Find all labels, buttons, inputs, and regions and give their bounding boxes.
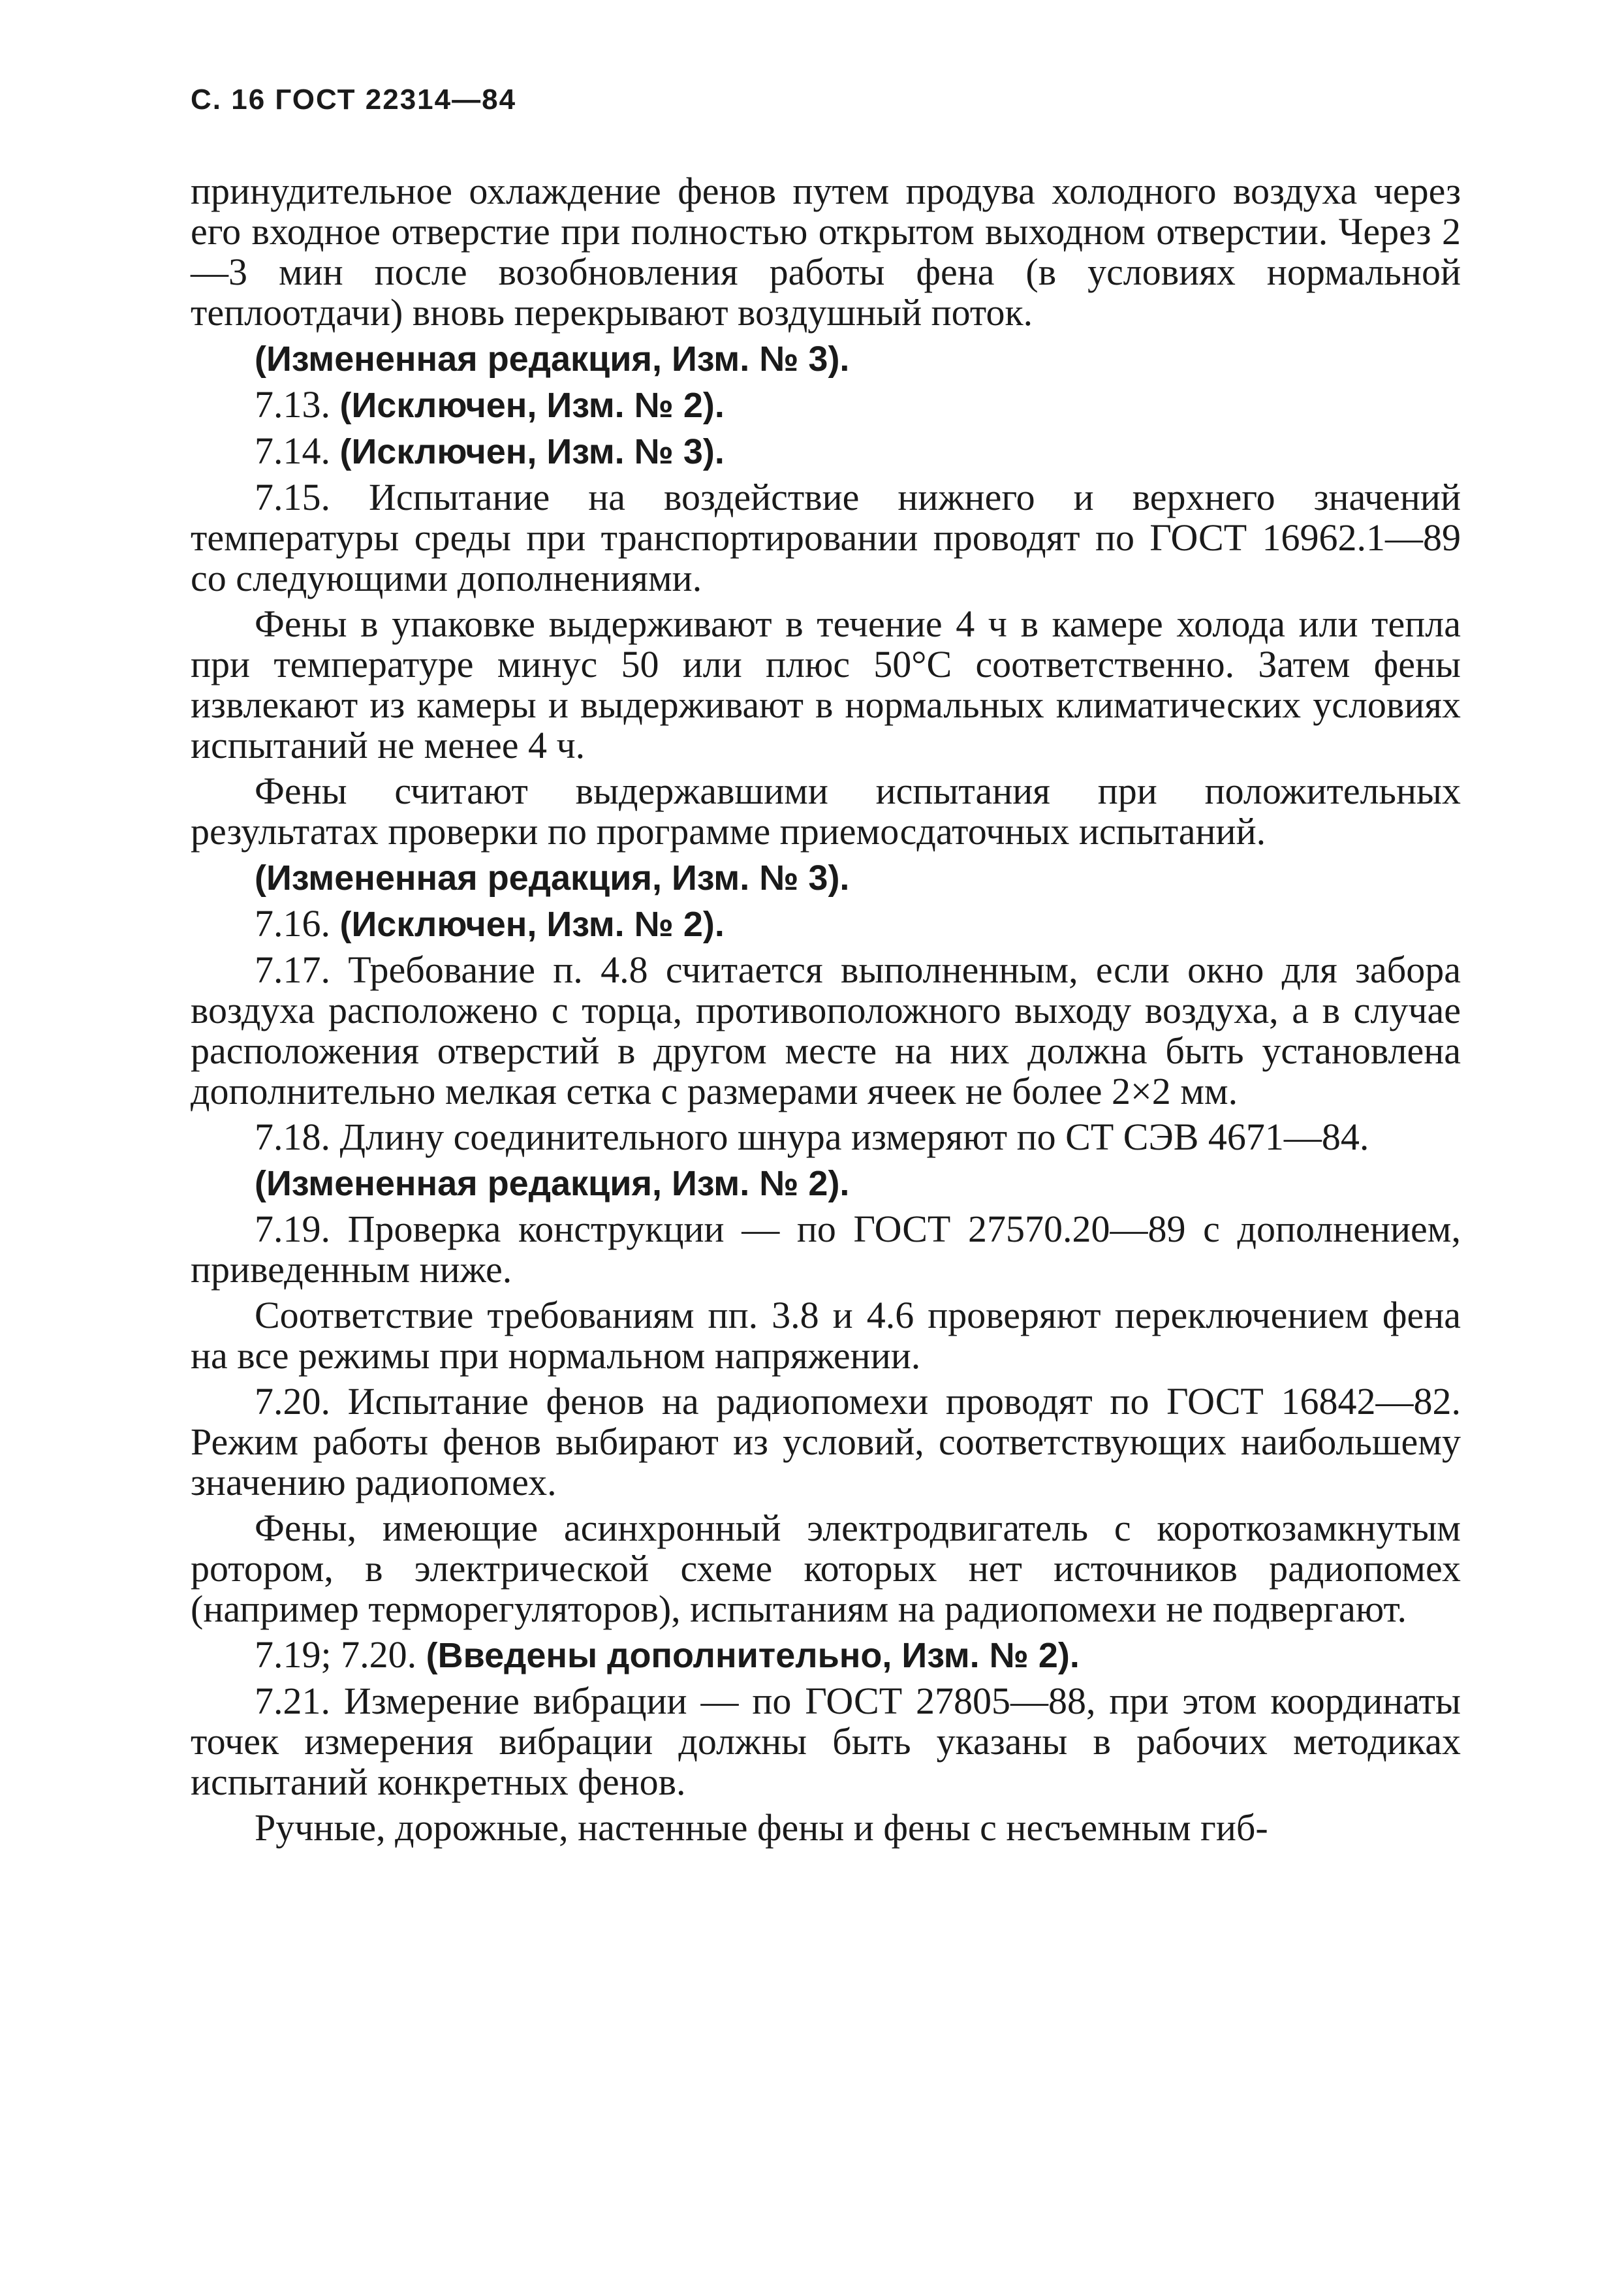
amendment-note-text: (Измененная редакция, Изм. № 3). <box>255 858 850 898</box>
clause-status: (Исключен, Изм. № 2). <box>339 905 725 944</box>
page-header: С. 16 ГОСТ 22314—84 <box>191 84 517 116</box>
paragraph: Соответствие требованиям пп. 3.8 и 4.6 проверяют переключением фена на все режимы при нормальном напряжении. <box>191 1294 1461 1377</box>
page-body <box>191 171 1461 1853</box>
paragraph: Фены считают выдержавшими испытания при положительных результатах проверки по программе приемосдаточных испытаний. <box>191 770 1461 853</box>
clause-7-13 <box>191 385 1461 426</box>
clause-number: 7.13. <box>255 383 330 426</box>
clause-7-14 <box>191 431 1461 472</box>
paragraph: Ручные, дорожные, настенные фены и фены с несъемным гиб- <box>255 1806 1268 1849</box>
paragraph: принудительное охлаждение фенов путем продува холодного воздуха через его входное отверстие при полностью открытом выходном отверстии. Через 2—3 мин после возобновления работы фена (в условиях нормальной теплоотдачи) вновь перекрывают воздушный поток. <box>191 170 1461 334</box>
clause-status: (Исключен, Изм. № 3). <box>339 432 725 471</box>
amendment-note-text: (Измененная редакция, Изм. № 2). <box>255 1164 850 1203</box>
paragraph: Фены в упаковке выдерживают в течение 4 ч в камере холода или тепла при температуре минус 50 или плюс 50°С соответственно. Затем фены извлекают из камеры и выдерживают в нормальных климатических условиях испытаний не менее 4 ч. <box>191 603 1461 766</box>
paragraph: Фены, имеющие асинхронный электродвигатель с короткозамкнутым ротором, в электрической схеме которых нет источников радиопомех (например терморегуляторов), испытаниям на радиопомехи не подвергают. <box>191 1507 1461 1630</box>
amendment-note <box>191 1635 1461 1676</box>
amendment-note <box>191 857 1461 898</box>
clause-7-18: 7.18. Длину соединительного шнура измеряют по СТ СЭВ 4671—84. <box>255 1116 1369 1158</box>
clause-7-19: 7.19. Проверка конструкции — по ГОСТ 27570.20—89 с дополнением, приведенным ниже. <box>191 1208 1461 1291</box>
clause-number: 7.16. <box>255 902 330 945</box>
clause-7-15: 7.15. Испытание на воздействие нижнего и верхнего значений температуры среды при транспортировании проводят по ГОСТ 16962.1—89 со следующими дополнениями. <box>191 476 1461 599</box>
clause-7-21: 7.21. Измерение вибрации — по ГОСТ 27805—88, при этом координаты точек измерения вибрации должны быть указаны в рабочих методиках испытаний конкретных фенов. <box>191 1680 1461 1803</box>
amendment-note-text: (Измененная редакция, Изм. № 3). <box>255 339 850 379</box>
amendment-note <box>191 1163 1461 1204</box>
clause-status: (Введены дополнительно, Изм. № 2). <box>426 1636 1080 1675</box>
clause-7-20: 7.20. Испытание фенов на радиопомехи проводят по ГОСТ 16842—82. Режим работы фенов выбирают из условий, соответствующих наибольшему значению радиопомех. <box>191 1380 1461 1503</box>
clause-status: (Исключен, Изм. № 2). <box>339 386 725 425</box>
clause-number: 7.14. <box>255 430 330 472</box>
clause-7-17: 7.17. Требование п. 4.8 считается выполненным, если окно для забора воздуха расположено с торца, противоположного выходу воздуха, а в случае расположения отверстий в другом месте на них должна быть установлена дополнительно мелкая сетка с размерами ячеек не более 2×2 мм. <box>191 949 1461 1112</box>
clause-7-16 <box>191 903 1461 945</box>
amendment-note <box>191 338 1461 379</box>
clause-number: 7.19; 7.20. <box>255 1633 417 1676</box>
